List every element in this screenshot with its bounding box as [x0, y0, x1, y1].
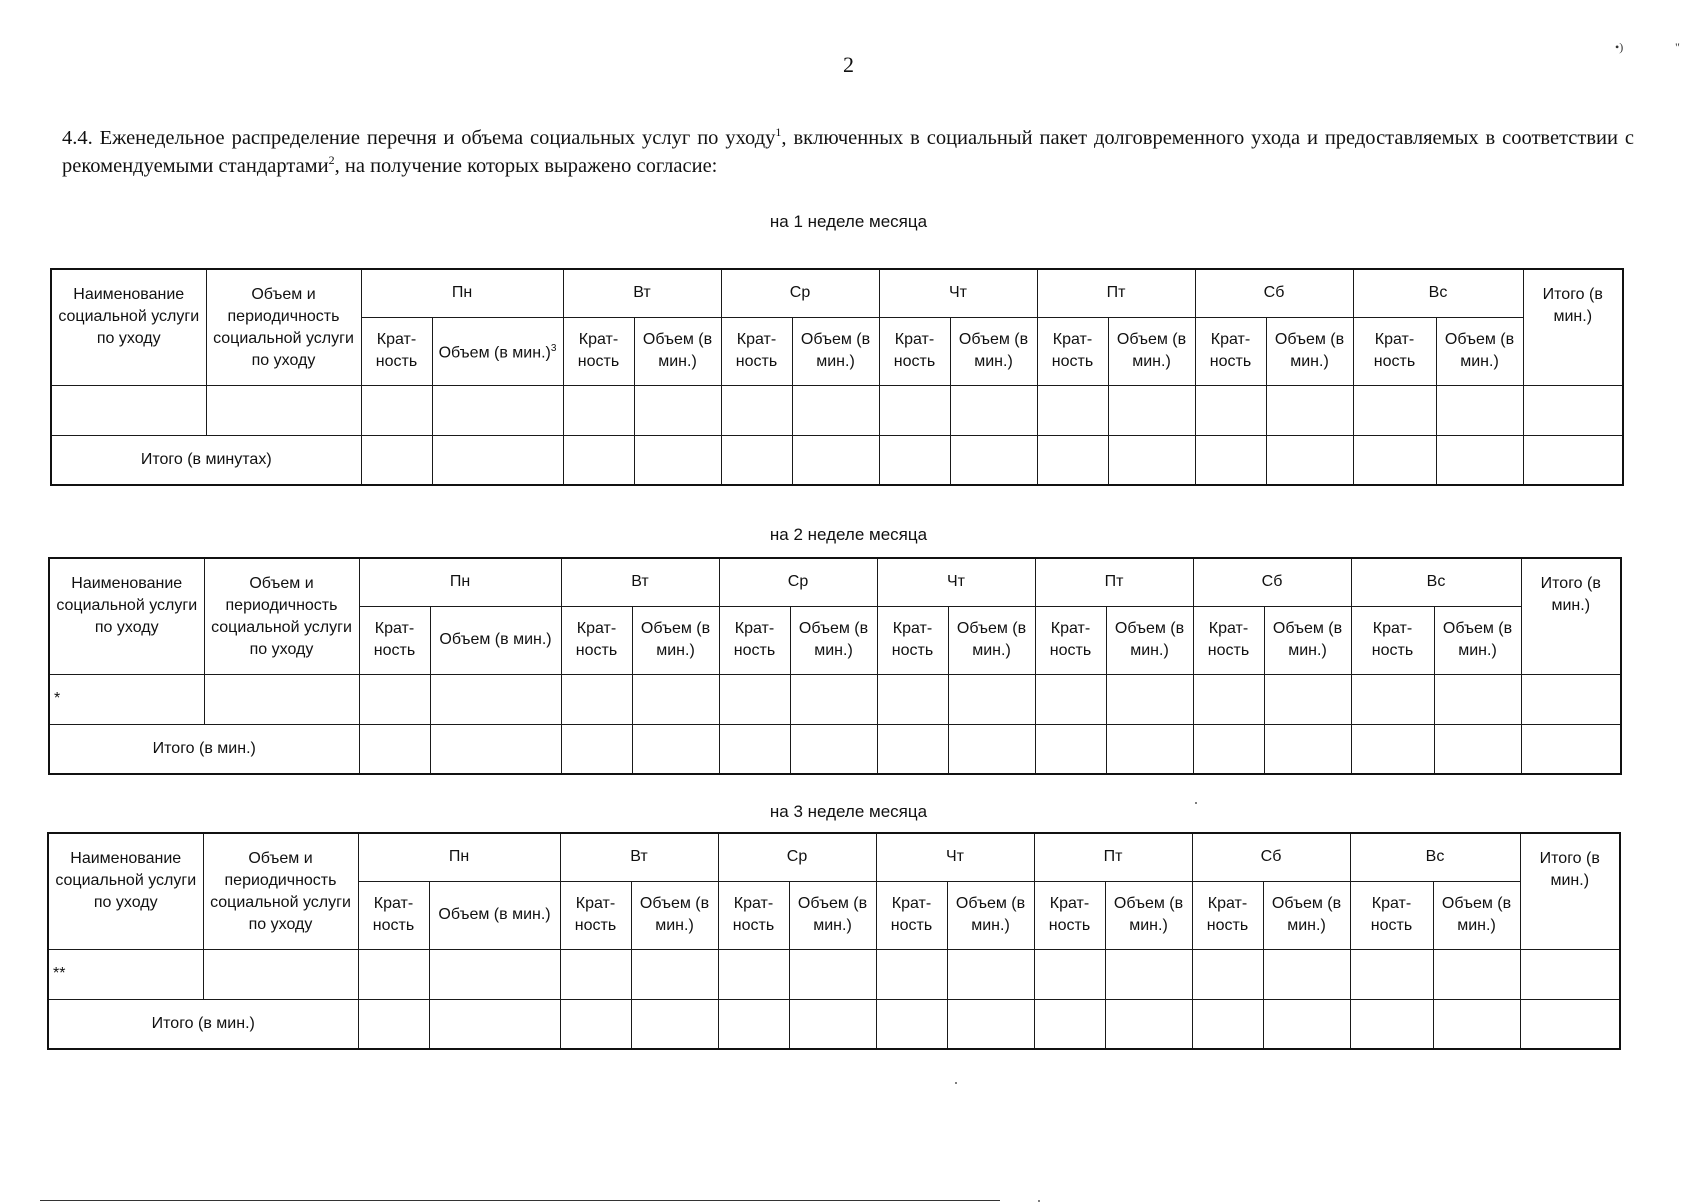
header-volume-label: Объем (в мин.)	[1274, 331, 1345, 370]
header-frequency: Крат- ность	[721, 317, 792, 385]
header-volume-label: Объем (в мин.)	[439, 631, 552, 648]
header-volume-label: Объем (в мин.)	[958, 331, 1029, 370]
header-volume	[631, 881, 718, 949]
service-data-cell[interactable]	[947, 949, 1034, 999]
service-data-cell[interactable]	[1266, 385, 1353, 435]
header-day: Сб	[1193, 558, 1351, 606]
service-data-cell[interactable]	[877, 674, 948, 724]
service-data-cell[interactable]	[1521, 674, 1621, 724]
header-volume	[1434, 606, 1521, 674]
total-data-cell[interactable]	[1434, 724, 1521, 774]
service-name-cell[interactable]	[51, 385, 206, 435]
header-volume-label: Объем (в мин.)	[955, 895, 1026, 934]
total-data-cell[interactable]	[1523, 435, 1623, 485]
corner-mark-1: •)	[1615, 40, 1624, 54]
service-name-cell[interactable]: *	[49, 674, 204, 724]
header-day: Пт	[1034, 833, 1192, 881]
header-volume-label: Объем (в мин.)	[639, 895, 710, 934]
header-total: Итого (в мин.)	[1520, 833, 1620, 949]
total-data-cell[interactable]	[358, 999, 429, 1049]
total-data-cell[interactable]	[1351, 724, 1434, 774]
service-data-cell[interactable]	[1105, 949, 1192, 999]
total-data-cell[interactable]	[1193, 724, 1264, 774]
header-frequency: Крат- ность	[358, 881, 429, 949]
total-data-cell[interactable]	[947, 999, 1034, 1049]
header-frequency: Крат- ность	[1035, 606, 1106, 674]
service-data-cell[interactable]	[1106, 674, 1193, 724]
week-title: на 3 неделе месяца	[769, 802, 928, 821]
service-data-cell[interactable]	[1520, 949, 1620, 999]
service-data-cell[interactable]	[789, 949, 876, 999]
header-day: Сб	[1192, 833, 1350, 881]
header-day: Чт	[877, 558, 1035, 606]
header-day: Пн	[361, 269, 563, 317]
service-data-cell[interactable]	[1433, 949, 1520, 999]
service-data-cell[interactable]	[560, 949, 631, 999]
service-data-cell[interactable]	[1436, 385, 1523, 435]
header-volume-label: Объем (в мин.)	[800, 331, 871, 370]
total-data-cell[interactable]	[1520, 999, 1620, 1049]
total-data-cell[interactable]	[950, 435, 1037, 485]
header-day: Чт	[876, 833, 1034, 881]
header-volume-label: Объем (в мин.)	[1116, 331, 1187, 370]
total-data-cell[interactable]	[560, 999, 631, 1049]
total-data-cell[interactable]	[789, 999, 876, 1049]
header-frequency: Крат- ность	[1353, 317, 1436, 385]
total-data-cell[interactable]	[790, 724, 877, 774]
service-data-cell[interactable]	[359, 674, 430, 724]
scan-speck	[1195, 802, 1197, 804]
header-frequency: Крат- ность	[719, 606, 790, 674]
total-data-cell[interactable]	[721, 435, 792, 485]
header-day: Вт	[563, 269, 721, 317]
service-data-cell[interactable]	[358, 949, 429, 999]
header-volume-label: Объем (в мин.)	[798, 620, 869, 659]
header-frequency: Крат- ность	[877, 606, 948, 674]
total-data-cell[interactable]	[1353, 435, 1436, 485]
total-data-cell[interactable]	[1037, 435, 1108, 485]
header-volume	[950, 317, 1037, 385]
header-volume-label: Объем (в мин.)	[1271, 895, 1342, 934]
header-day: Пт	[1035, 558, 1193, 606]
header-day: Вс	[1353, 269, 1523, 317]
total-data-cell[interactable]	[792, 435, 879, 485]
header-volume	[634, 317, 721, 385]
header-volume-label: Объем (в мин.)	[956, 620, 1027, 659]
service-data-cell[interactable]	[430, 674, 561, 724]
service-data-cell[interactable]	[1434, 674, 1521, 724]
service-data-cell[interactable]	[203, 949, 358, 999]
header-frequency: Крат- ность	[1193, 606, 1264, 674]
total-data-cell[interactable]	[359, 724, 430, 774]
header-volume	[1264, 606, 1351, 674]
header-day: Вс	[1351, 558, 1521, 606]
service-data-cell[interactable]	[1192, 949, 1263, 999]
header-volume-label: Объем (в мин.)	[1441, 895, 1512, 934]
total-row-label: Итого (в минутах)	[51, 435, 361, 485]
total-data-cell[interactable]	[1195, 435, 1266, 485]
header-volume	[1433, 881, 1520, 949]
header-volume-label: Объем (в мин.)	[797, 895, 868, 934]
header-day: Вт	[561, 558, 719, 606]
header-volume	[792, 317, 879, 385]
header-frequency: Крат- ность	[718, 881, 789, 949]
total-data-cell[interactable]	[876, 999, 947, 1049]
service-data-cell[interactable]	[719, 674, 790, 724]
header-volume	[1106, 606, 1193, 674]
header-day: Ср	[718, 833, 876, 881]
total-data-cell[interactable]	[877, 724, 948, 774]
header-frequency: Крат- ность	[563, 317, 634, 385]
service-data-cell[interactable]	[1264, 674, 1351, 724]
service-data-cell[interactable]	[721, 385, 792, 435]
total-data-cell[interactable]	[429, 999, 560, 1049]
service-data-cell[interactable]	[1350, 949, 1433, 999]
total-data-cell[interactable]	[948, 724, 1035, 774]
service-data-cell[interactable]	[1353, 385, 1436, 435]
schedule-table-week-2	[48, 557, 1622, 775]
header-volume-label: Объем (в мин.)	[1113, 895, 1184, 934]
header-volume	[947, 881, 1034, 949]
schedule-table-week-1	[50, 268, 1624, 486]
total-data-cell[interactable]	[561, 724, 632, 774]
service-data-cell[interactable]	[1523, 385, 1623, 435]
header-day: Сб	[1195, 269, 1353, 317]
total-data-cell[interactable]	[361, 435, 432, 485]
total-data-cell[interactable]	[430, 724, 561, 774]
header-day: Пн	[358, 833, 560, 881]
intro-paragraph	[62, 124, 1634, 180]
header-service-name: Наименование социальной услуги по уходу	[49, 558, 204, 674]
total-data-cell[interactable]	[1105, 999, 1192, 1049]
header-volume-periodicity: Объем и периодичность социальной услуги по уходу	[204, 558, 359, 674]
schedule-table-week-3	[47, 832, 1621, 1050]
total-data-cell[interactable]	[879, 435, 950, 485]
header-day: Ср	[719, 558, 877, 606]
total-row-label: Итого (в мин.)	[48, 999, 358, 1049]
header-frequency: Крат- ность	[1034, 881, 1105, 949]
intro-tail: , на получение которых выражено согласие:	[334, 155, 718, 177]
header-volume-label: Объем (в мин.)	[438, 344, 551, 362]
service-name-cell[interactable]: **	[48, 949, 203, 999]
footnote-ref-1: 1	[775, 125, 782, 140]
service-data-cell[interactable]	[718, 949, 789, 999]
header-volume-label: Объем (в мин.)	[640, 620, 711, 659]
service-data-cell[interactable]	[879, 385, 950, 435]
total-data-cell[interactable]	[1034, 999, 1105, 1049]
footnote-ref-3: 3	[550, 342, 557, 354]
header-volume	[1105, 881, 1192, 949]
header-frequency: Крат- ность	[1037, 317, 1108, 385]
service-data-cell[interactable]	[631, 949, 718, 999]
header-volume	[789, 881, 876, 949]
intro-middle: , включенных в социальный пакет долговременного ухода и предоставляемых в соответствии с рекомендуемыми стандартами	[62, 127, 1634, 177]
week-title: на 2 неделе месяца	[769, 525, 928, 544]
header-volume-periodicity: Объем и периодичность социальной услуги по уходу	[203, 833, 358, 949]
header-service-name: Наименование социальной услуги по уходу	[48, 833, 203, 949]
header-frequency: Крат- ность	[1195, 317, 1266, 385]
total-data-cell[interactable]	[1264, 724, 1351, 774]
total-data-cell[interactable]	[718, 999, 789, 1049]
header-day: Пн	[359, 558, 561, 606]
total-row-label: Итого (в мин.)	[49, 724, 359, 774]
service-data-cell[interactable]	[792, 385, 879, 435]
header-volume	[432, 317, 563, 385]
total-data-cell[interactable]	[1192, 999, 1263, 1049]
week-title: на 1 неделе месяца	[769, 212, 928, 231]
header-day: Вт	[560, 833, 718, 881]
header-day: Чт	[879, 269, 1037, 317]
service-data-cell[interactable]	[948, 674, 1035, 724]
header-volume-label: Объем (в мин.)	[438, 906, 551, 923]
service-data-cell[interactable]	[1035, 674, 1106, 724]
header-service-name: Наименование социальной услуги по уходу	[51, 269, 206, 385]
footnote-ref-2: 2	[328, 153, 335, 168]
total-data-cell[interactable]	[1436, 435, 1523, 485]
header-frequency: Крат- ность	[1350, 881, 1433, 949]
total-data-cell[interactable]	[634, 435, 721, 485]
header-frequency: Крат- ность	[876, 881, 947, 949]
service-data-cell[interactable]	[1195, 385, 1266, 435]
total-data-cell[interactable]	[1521, 724, 1621, 774]
header-volume	[429, 881, 560, 949]
intro-lead: 4.4. Еженедельное распределение перечня и объема социальных услуг по уходу	[62, 127, 776, 149]
total-data-cell[interactable]	[1108, 435, 1195, 485]
service-data-cell[interactable]	[1108, 385, 1195, 435]
header-frequency: Крат- ность	[560, 881, 631, 949]
header-frequency: Крат- ность	[1192, 881, 1263, 949]
service-data-cell[interactable]	[1037, 385, 1108, 435]
total-data-cell[interactable]	[631, 999, 718, 1049]
service-data-cell[interactable]	[632, 674, 719, 724]
header-frequency: Крат- ность	[879, 317, 950, 385]
header-volume-label: Объем (в мин.)	[1272, 620, 1343, 659]
service-data-cell[interactable]	[361, 385, 432, 435]
service-data-cell[interactable]	[561, 674, 632, 724]
header-volume	[790, 606, 877, 674]
service-data-cell[interactable]	[950, 385, 1037, 435]
total-data-cell[interactable]	[1266, 435, 1353, 485]
service-data-cell[interactable]	[790, 674, 877, 724]
service-data-cell[interactable]	[1263, 949, 1350, 999]
header-day: Ср	[721, 269, 879, 317]
total-data-cell[interactable]	[1106, 724, 1193, 774]
service-data-cell[interactable]	[1351, 674, 1434, 724]
corner-mark-2: "	[1675, 40, 1680, 54]
total-data-cell[interactable]	[1263, 999, 1350, 1049]
total-data-cell[interactable]	[1035, 724, 1106, 774]
header-volume	[1263, 881, 1350, 949]
total-data-cell[interactable]	[432, 435, 563, 485]
service-data-cell[interactable]	[432, 385, 563, 435]
service-data-cell[interactable]	[634, 385, 721, 435]
service-data-cell[interactable]	[204, 674, 359, 724]
service-data-cell[interactable]	[876, 949, 947, 999]
header-volume	[632, 606, 719, 674]
total-data-cell[interactable]	[1433, 999, 1520, 1049]
scan-speck	[955, 1082, 957, 1084]
header-volume	[948, 606, 1035, 674]
header-total: Итого (в мин.)	[1523, 269, 1623, 385]
header-volume-label: Объем (в мин.)	[1442, 620, 1513, 659]
header-volume	[1108, 317, 1195, 385]
service-data-cell[interactable]	[1193, 674, 1264, 724]
header-volume-periodicity: Объем и периодичность социальной услуги по уходу	[206, 269, 361, 385]
total-data-cell[interactable]	[1350, 999, 1433, 1049]
total-data-cell[interactable]	[563, 435, 634, 485]
service-data-cell[interactable]	[429, 949, 560, 999]
header-frequency: Крат- ность	[1351, 606, 1434, 674]
header-frequency: Крат- ность	[561, 606, 632, 674]
header-volume-label: Объем (в мин.)	[1444, 331, 1515, 370]
page-number: 2	[843, 52, 854, 77]
total-data-cell[interactable]	[719, 724, 790, 774]
header-volume-label: Объем (в мин.)	[642, 331, 713, 370]
header-volume	[430, 606, 561, 674]
header-day: Вс	[1350, 833, 1520, 881]
header-volume-label: Объем (в мин.)	[1114, 620, 1185, 659]
header-frequency: Крат- ность	[361, 317, 432, 385]
header-day: Пт	[1037, 269, 1195, 317]
total-data-cell[interactable]	[632, 724, 719, 774]
header-total: Итого (в мин.)	[1521, 558, 1621, 674]
service-data-cell[interactable]	[1034, 949, 1105, 999]
header-frequency: Крат- ность	[359, 606, 430, 674]
header-volume	[1436, 317, 1523, 385]
footnote-divider	[40, 1200, 1000, 1201]
service-data-cell[interactable]	[563, 385, 634, 435]
header-volume	[1266, 317, 1353, 385]
service-data-cell[interactable]	[206, 385, 361, 435]
